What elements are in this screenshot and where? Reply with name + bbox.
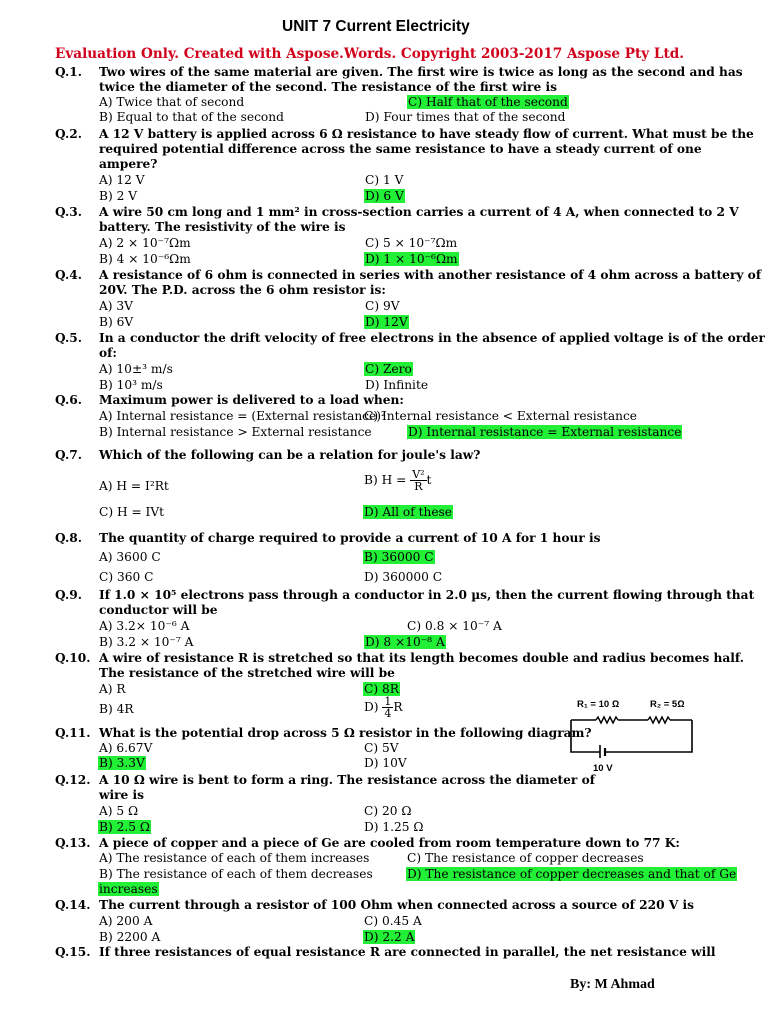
question-text: The resistance of the stretched wire will be — [99, 666, 395, 680]
option-a[interactable]: A) Internal resistance = (External resistance)² — [99, 409, 386, 423]
option-b[interactable]: B) 2200 A — [99, 930, 161, 944]
r1-label: R₁ = 10 Ω — [577, 699, 620, 710]
option-d[interactable]: D) 360000 C — [364, 570, 443, 584]
option-c[interactable]: C) Internal resistance < External resistance — [364, 409, 637, 423]
option-b[interactable]: B) 2 V — [99, 189, 138, 203]
option-a[interactable]: A) The resistance of each of them increases — [99, 851, 370, 865]
option-b[interactable]: B) The resistance of each of them decreases — [99, 867, 373, 881]
option-b-correct[interactable]: B) 36000 C — [364, 550, 434, 564]
option-d-correct-continued[interactable]: increases — [99, 882, 158, 896]
question-text: conductor will be — [99, 603, 218, 617]
option-a[interactable]: A) 3.2× 10⁻⁶ A — [99, 619, 190, 633]
option-b[interactable]: B) Equal to that of the second — [99, 110, 284, 124]
evaluation-watermark: Evaluation Only. Created with Aspose.Words. Copyright 2003-2017 Aspose Pty Ltd. — [55, 46, 684, 62]
question-text: A 12 V battery is applied across 6 Ω resistance to have steady flow of current. What must be the — [99, 127, 754, 141]
formula-suffix: t — [426, 473, 432, 487]
option-d[interactable]: D) 1.25 Ω — [364, 820, 424, 834]
question-number: Q.8. — [55, 531, 82, 545]
question-text: ampere? — [99, 157, 158, 171]
question-text: Which of the following can be a relation for joule's law? — [99, 448, 481, 462]
option-c-correct[interactable]: C) 8R — [364, 682, 399, 696]
option-a[interactable]: A) 200 A — [99, 914, 153, 928]
option-a[interactable]: A) 12 V — [99, 173, 145, 187]
option-a[interactable]: A) R — [99, 682, 126, 696]
option-c[interactable]: C) 360 C — [99, 570, 154, 584]
question-text: What is the potential drop across 5 Ω resistor in the following diagram? — [99, 726, 592, 740]
question-number: Q.3. — [55, 205, 82, 219]
question-text: A 10 Ω wire is bent to form a ring. The resistance across the diameter of — [99, 773, 595, 787]
fraction-denominator: 4 — [384, 707, 392, 720]
formula-numerator: V² — [412, 468, 425, 481]
question-number: Q.7. — [55, 448, 82, 462]
question-number: Q.14. — [55, 898, 91, 912]
option-a[interactable]: A) 6.67V — [99, 741, 153, 755]
option-c-correct[interactable]: C) Zero — [365, 362, 412, 376]
formula-fraction — [410, 469, 426, 492]
fraction — [382, 696, 393, 719]
option-c[interactable]: C) 0.8 × 10⁻⁷ A — [407, 619, 502, 633]
question-text: In a conductor the drift velocity of free electrons in the absence of applied voltage is of the order — [99, 331, 765, 345]
fraction-numerator: 1 — [384, 695, 392, 708]
question-text: Maximum power is delivered to a load when: — [99, 393, 404, 407]
option-c[interactable]: C) The resistance of copper decreases — [407, 851, 644, 865]
option-b[interactable]: B) 4R — [99, 702, 134, 716]
option-d[interactable]: D) 10V — [364, 756, 407, 770]
option-a[interactable]: A) 3V — [99, 299, 133, 313]
question-text: A wire of resistance R is stretched so that its length becomes double and radius becomes half. — [99, 651, 744, 665]
question-text: If three resistances of equal resistance R are connected in parallel, the net resistance will — [99, 945, 716, 959]
question-text: wire is — [99, 788, 145, 802]
option-b[interactable]: B) 3.2 × 10⁻⁷ A — [99, 635, 194, 649]
option-b-correct[interactable]: B) 3.3V — [99, 756, 145, 770]
option-b[interactable]: B) 4 × 10⁻⁶Ωm — [99, 252, 191, 266]
option-b[interactable]: B) Internal resistance > External resistance — [99, 425, 372, 439]
option-d-correct[interactable]: D) 12V — [365, 315, 408, 329]
option-a[interactable]: A) H = I²Rt — [99, 479, 169, 493]
option-b[interactable]: B) 10³ m/s — [99, 378, 163, 392]
r2-label: R₂ = 5Ω — [650, 699, 685, 710]
question-number: Q.9. — [55, 588, 82, 602]
option-d[interactable] — [364, 696, 403, 719]
option-d-correct[interactable]: D) 6 V — [365, 189, 404, 203]
option-b-label: B) H = — [364, 473, 411, 487]
option-d-correct[interactable]: D) 2.2 A — [364, 930, 415, 944]
question-number: Q.12. — [55, 773, 91, 787]
question-number: Q.6. — [55, 393, 82, 407]
author-signature: By: M Ahmad — [570, 977, 655, 992]
option-d-correct[interactable]: D) Internal resistance = External resistance — [408, 425, 682, 439]
option-a[interactable]: A) 5 Ω — [99, 804, 139, 818]
question-number: Q.15. — [55, 945, 91, 959]
option-c[interactable]: C) H = IVt — [99, 505, 165, 519]
question-text: Two wires of the same material are given. The first wire is twice as long as the second and has — [99, 65, 743, 79]
question-number: Q.2. — [55, 127, 82, 141]
option-d-correct[interactable]: D) All of these — [364, 505, 453, 519]
option-b[interactable]: B) 6V — [99, 315, 134, 329]
option-d-label: D) — [364, 700, 383, 714]
option-d-correct[interactable]: D) The resistance of copper decreases and that of Ge — [407, 867, 737, 881]
question-number: Q.5. — [55, 331, 82, 345]
fraction-suffix: R — [393, 700, 403, 714]
option-a[interactable]: A) Twice that of second — [99, 95, 245, 109]
question-text: twice the diameter of the second. The resistance of the first wire is — [99, 80, 557, 94]
option-d[interactable]: D) Four times that of the second — [365, 110, 566, 124]
question-text: A resistance of 6 ohm is connected in series with another resistance of 4 ohm across a battery of — [99, 268, 762, 282]
question-text: If 1.0 × 10⁵ electrons pass through a conductor in 2.0 µs, then the current flowing through that — [99, 588, 755, 602]
formula-denominator: R — [414, 480, 423, 493]
question-text: battery. The resistivity of the wire is — [99, 220, 346, 234]
option-b[interactable] — [364, 469, 431, 492]
option-a[interactable]: A) 10±³ m/s — [99, 362, 173, 376]
option-c[interactable]: C) 1 V — [365, 173, 404, 187]
question-text: A wire 50 cm long and 1 mm² in cross-section carries a current of 4 A, when connected to 2 V — [99, 205, 739, 219]
option-c[interactable]: C) 5 × 10⁻⁷Ωm — [365, 236, 458, 250]
question-text: 20V. The P.D. across the 6 ohm resistor is: — [99, 283, 386, 297]
question-text: The quantity of charge required to provide a current of 10 A for 1 hour is — [99, 531, 601, 545]
page-title: UNIT 7 Current Electricity — [282, 18, 470, 35]
question-text: The current through a resistor of 100 Ohm when connected across a source of 220 V is — [99, 898, 695, 912]
option-a[interactable]: A) 3600 C — [99, 550, 161, 564]
question-number: Q.13. — [55, 836, 91, 850]
question-text: A piece of copper and a piece of Ge are cooled from room temperature down to 77 K: — [99, 836, 680, 850]
option-d[interactable]: D) Infinite — [365, 378, 429, 392]
option-c-correct[interactable]: C) Half that of the second — [408, 95, 568, 109]
question-number: Q.1. — [55, 65, 82, 79]
option-c[interactable]: C) 0.45 A — [364, 914, 422, 928]
option-c[interactable]: C) 9V — [365, 299, 400, 313]
option-c[interactable]: C) 20 Ω — [364, 804, 412, 818]
question-number: Q.4. — [55, 268, 82, 282]
option-a[interactable]: A) 2 × 10⁻⁷Ωm — [99, 236, 191, 250]
question-number: Q.11. — [55, 726, 91, 740]
option-b-correct[interactable]: B) 2.5 Ω — [99, 820, 150, 834]
question-text: required potential difference across the same resistance to have a steady current of one — [99, 142, 702, 156]
battery-label: 10 V — [593, 763, 613, 774]
question-number: Q.10. — [55, 651, 91, 665]
option-d-correct[interactable]: D) 8 ×10⁻⁸ A — [365, 635, 445, 649]
option-d-correct[interactable]: D) 1 × 10⁻⁶Ωm — [365, 252, 458, 266]
question-text: of: — [99, 346, 117, 360]
option-c[interactable]: C) 5V — [364, 741, 399, 755]
